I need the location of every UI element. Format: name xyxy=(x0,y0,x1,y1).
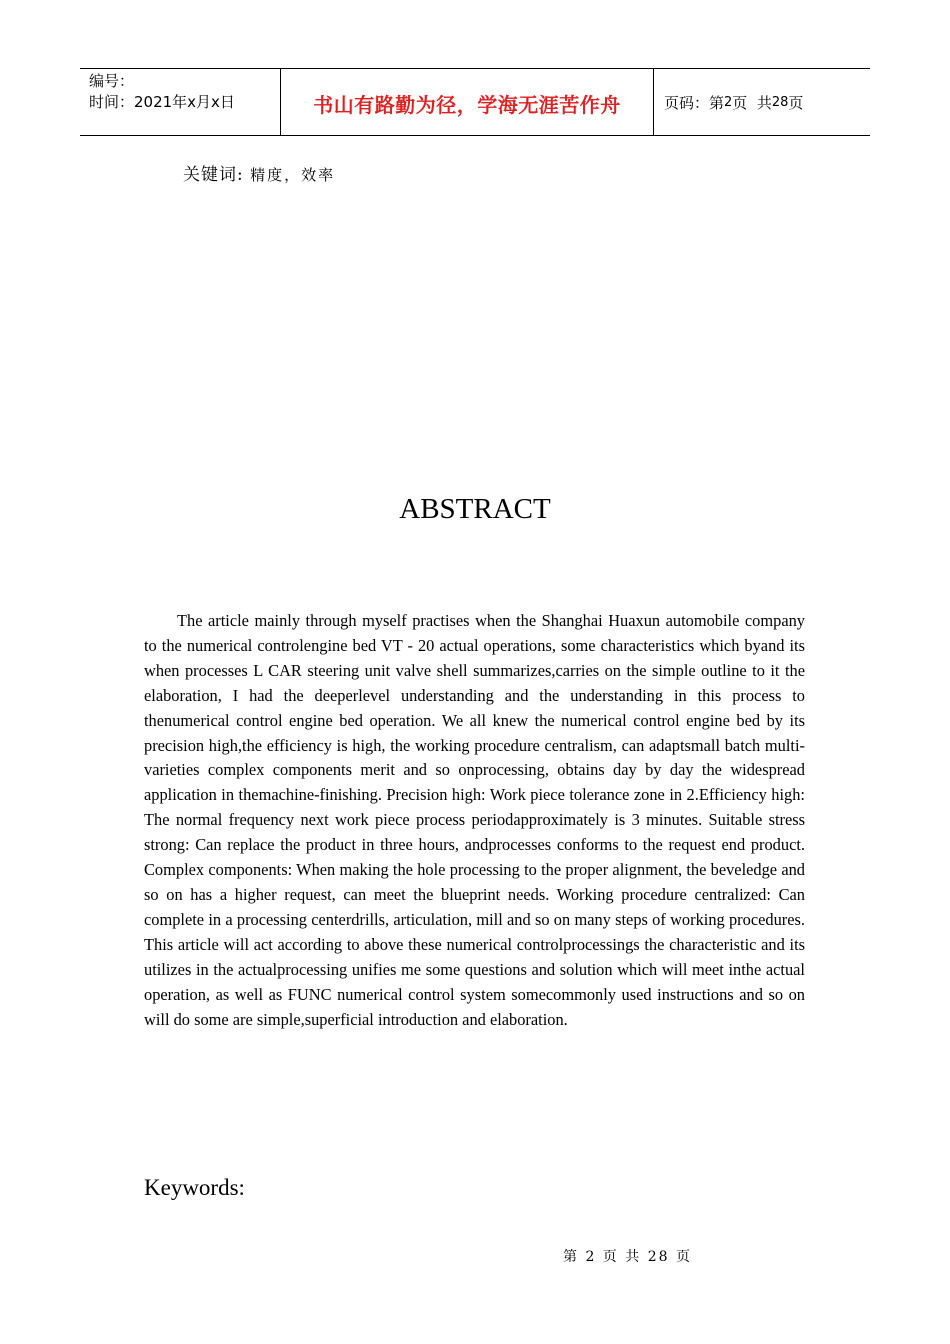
header-page-info xyxy=(654,69,870,135)
page-footer: 第 2 页 共 28 页 xyxy=(563,1249,692,1265)
page-prefix: 页码：第 xyxy=(664,94,725,112)
chinese-keywords-label: 关键词: xyxy=(183,165,244,185)
header-meta xyxy=(80,69,281,135)
page-header xyxy=(80,68,870,136)
english-keywords-label: Keywords: xyxy=(144,1175,245,1200)
abstract-title: ABSTRACT xyxy=(399,493,551,525)
page-suffix: 页 xyxy=(788,94,804,112)
document-number-label: 编号： xyxy=(89,72,135,90)
chinese-keywords xyxy=(183,160,335,185)
abstract-body: The article mainly through myself practises when the Shanghai Huaxun automobile company to the numerical controlengine bed VT - 20 actual operations, some characteristics which byand its when processes L CAR steering unit valve shell summarizes,carries on the simple outline to it the elaboration, I had the deeperlevel understanding and the understanding in this process to thenumerical control engine bed operation. We all knew the numerical control engine bed by its precision high,the efficiency is high, the working procedure centralism, can adaptsmall batch multi- varieties complex components merit and so onprocessing, obtains day by day the widespread application in themachine-finishing. Precision high: Work piece tolerance zone in 2.Efficiency high: The normal frequency next work piece process periodapproximately is 3 minutes. Suitable stress strong: Can replace the product in three hours, andprocesses conforms to the request end product. Complex components: When making the hole processing to the proper alignment, the beveledge and so on has a higher request, can meet the blueprint needs. Working procedure centralized: Can complete in a processing centerdrills, articulation, mill and so on many steps of working procedures. This article will act according to above these numerical controlprocessings the characteristic and its utilizes in the actualprocessing unifies me some questions and solution which will meet inthe actual operation, as well as FUNC numerical control system somecommonly used instructions and so on will do some are simple,superficial introduction and elaboration. xyxy=(144,611,805,1029)
header-motto: 书山有路勤为径，学海无涯苦作舟 xyxy=(281,69,654,135)
page-current: 2 xyxy=(724,95,733,110)
document-date: 时间：2021年x月x日 xyxy=(89,93,235,111)
chinese-keywords-value: 精度，效率 xyxy=(250,166,336,184)
page-total: 28 xyxy=(771,95,789,110)
page-mid: 页 共 xyxy=(732,94,772,112)
